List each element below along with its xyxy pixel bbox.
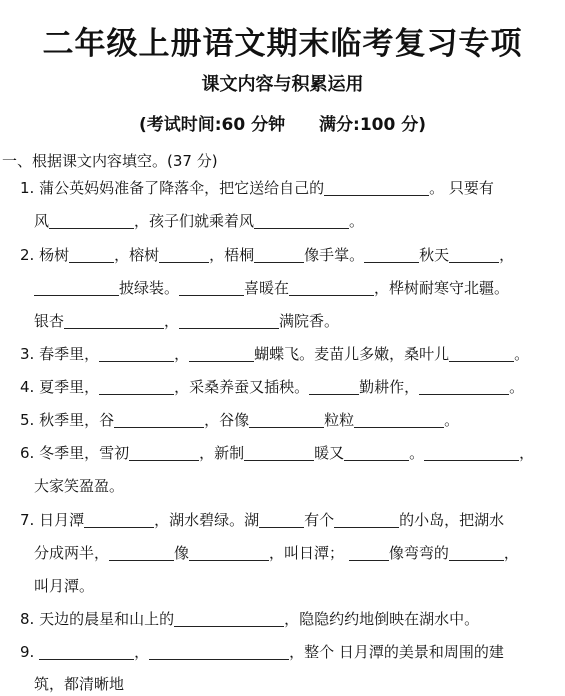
question-line	[34, 672, 124, 696]
question-line	[34, 541, 519, 565]
fill-in-blank[interactable]	[449, 246, 499, 263]
question-text: 6. 冬季里，雪初	[20, 444, 130, 462]
fill-in-blank[interactable]	[424, 444, 519, 461]
question-text: 5. 秋季里，谷	[20, 411, 115, 429]
fill-in-blank[interactable]	[39, 643, 134, 660]
question-text: ，隐隐约约地倒映在湖水中。	[284, 610, 480, 628]
question-text: 筑，都清晰地	[34, 675, 125, 693]
fill-in-blank[interactable]	[159, 246, 209, 263]
question-text: 4. 夏季里，	[20, 378, 100, 396]
fill-in-blank[interactable]	[354, 411, 444, 428]
question-text: ，	[519, 444, 535, 462]
fill-in-blank[interactable]	[69, 246, 114, 263]
question-line	[20, 640, 504, 664]
fill-in-blank[interactable]	[449, 345, 514, 362]
question-text: ，采桑养蚕又插秧。	[174, 378, 310, 396]
fill-in-blank[interactable]	[49, 212, 134, 229]
exam-time: (考试时间:60 分钟	[138, 115, 286, 135]
exam-info	[0, 110, 565, 135]
question-text: 秋天	[419, 246, 450, 264]
fill-in-blank[interactable]	[189, 345, 254, 362]
question-text: 风	[34, 212, 50, 230]
fill-in-blank[interactable]	[99, 378, 174, 395]
question-line	[20, 408, 459, 432]
question-text: ，新制	[199, 444, 245, 462]
question-text: 。	[514, 345, 530, 363]
question-text: ，	[134, 643, 150, 661]
question-text: 。	[349, 212, 365, 230]
fill-in-blank[interactable]	[84, 511, 154, 528]
fill-in-blank[interactable]	[419, 378, 509, 395]
question-text: 8. 天边的晨星和山上的	[20, 610, 175, 628]
question-text: ，	[503, 544, 519, 562]
fill-in-blank[interactable]	[109, 544, 174, 561]
question-text: 。	[509, 378, 525, 396]
document-subtitle: 课文内容与积累运用	[201, 74, 364, 95]
question-text: 有个	[304, 511, 335, 529]
question-text: 的小岛，把湖水	[399, 511, 505, 529]
question-text: 叫月潭。	[34, 577, 95, 595]
question-text: ，整个 日月潭的美景和周围的建	[289, 643, 504, 661]
fill-in-blank[interactable]	[99, 345, 174, 362]
question-text: 1. 蒲公英妈妈准备了降落伞，把它送给自己的	[20, 179, 325, 197]
fill-in-blank[interactable]	[114, 411, 204, 428]
fill-in-blank[interactable]	[449, 544, 504, 561]
question-text: 像	[174, 544, 190, 562]
question-line	[20, 508, 504, 532]
question-text: 像手掌。	[304, 246, 365, 264]
question-text: 7. 日月潭	[20, 511, 85, 529]
fill-in-blank[interactable]	[244, 444, 314, 461]
fill-in-blank[interactable]	[189, 544, 269, 561]
fill-in-blank[interactable]	[149, 643, 289, 660]
question-text: 银杏	[34, 312, 65, 330]
question-text: ，	[164, 312, 180, 330]
question-text: 满院香。	[279, 312, 340, 330]
question-text: 喜暖在	[244, 279, 290, 297]
fill-in-blank[interactable]	[254, 246, 304, 263]
fill-in-blank[interactable]	[129, 444, 199, 461]
question-text: ，桦树耐寒守北疆。	[374, 279, 510, 297]
document-title: 二年级上册语文期末临考复习专项	[42, 26, 523, 62]
question-line	[34, 574, 94, 598]
fill-in-blank[interactable]	[309, 378, 359, 395]
question-text: 2. 杨树	[20, 246, 70, 264]
question-line	[20, 243, 514, 267]
question-text: 勤耕作，	[359, 378, 420, 396]
section-heading: 一、根据课文内容填空。(37 分)	[2, 152, 218, 170]
question-line	[20, 607, 479, 631]
question-text: 9.	[20, 643, 40, 661]
question-text: ，榕树	[114, 246, 160, 264]
fill-in-blank[interactable]	[289, 279, 374, 296]
question-text: 分成两半，	[34, 544, 110, 562]
question-text: ，谷像	[204, 411, 250, 429]
question-text: 粒粒	[324, 411, 355, 429]
question-line	[20, 176, 494, 200]
question-text: 蝴蝶飞。麦苗儿多嫩，桑叶儿	[254, 345, 450, 363]
question-text: 披绿装。	[119, 279, 180, 297]
question-text: ，	[499, 246, 515, 264]
question-line	[34, 474, 124, 498]
fill-in-blank[interactable]	[344, 444, 409, 461]
fill-in-blank[interactable]	[334, 511, 399, 528]
fill-in-blank[interactable]	[179, 279, 244, 296]
full-score: 满分:100 分)	[319, 115, 427, 135]
fill-in-blank[interactable]	[34, 279, 119, 296]
question-text: 3. 春季里，	[20, 345, 100, 363]
fill-in-blank[interactable]	[254, 212, 349, 229]
fill-in-blank[interactable]	[259, 511, 304, 528]
question-text: 暖又	[314, 444, 345, 462]
question-line	[34, 309, 339, 333]
question-line	[20, 375, 524, 399]
question-text: ，湖水碧绿。湖	[154, 511, 260, 529]
question-text: ，梧桐	[209, 246, 255, 264]
question-text: ，叫日潭；	[269, 544, 349, 562]
question-text: ，	[174, 345, 190, 363]
question-text: 大家笑盈盈。	[34, 477, 125, 495]
fill-in-blank[interactable]	[349, 544, 389, 561]
question-line	[20, 441, 534, 465]
fill-in-blank[interactable]	[64, 312, 164, 329]
question-text: 。 只要有	[429, 179, 494, 197]
question-line	[34, 276, 509, 300]
fill-in-blank[interactable]	[249, 411, 324, 428]
question-text: 。	[409, 444, 425, 462]
fill-in-blank[interactable]	[324, 179, 429, 196]
question-line	[20, 342, 529, 366]
fill-in-blank[interactable]	[179, 312, 279, 329]
fill-in-blank[interactable]	[364, 246, 419, 263]
question-text: 像弯弯的	[388, 544, 449, 562]
fill-in-blank[interactable]	[174, 610, 284, 627]
question-text: 。	[444, 411, 460, 429]
question-text: ，孩子们就乘着风	[134, 212, 255, 230]
question-line	[34, 209, 364, 233]
